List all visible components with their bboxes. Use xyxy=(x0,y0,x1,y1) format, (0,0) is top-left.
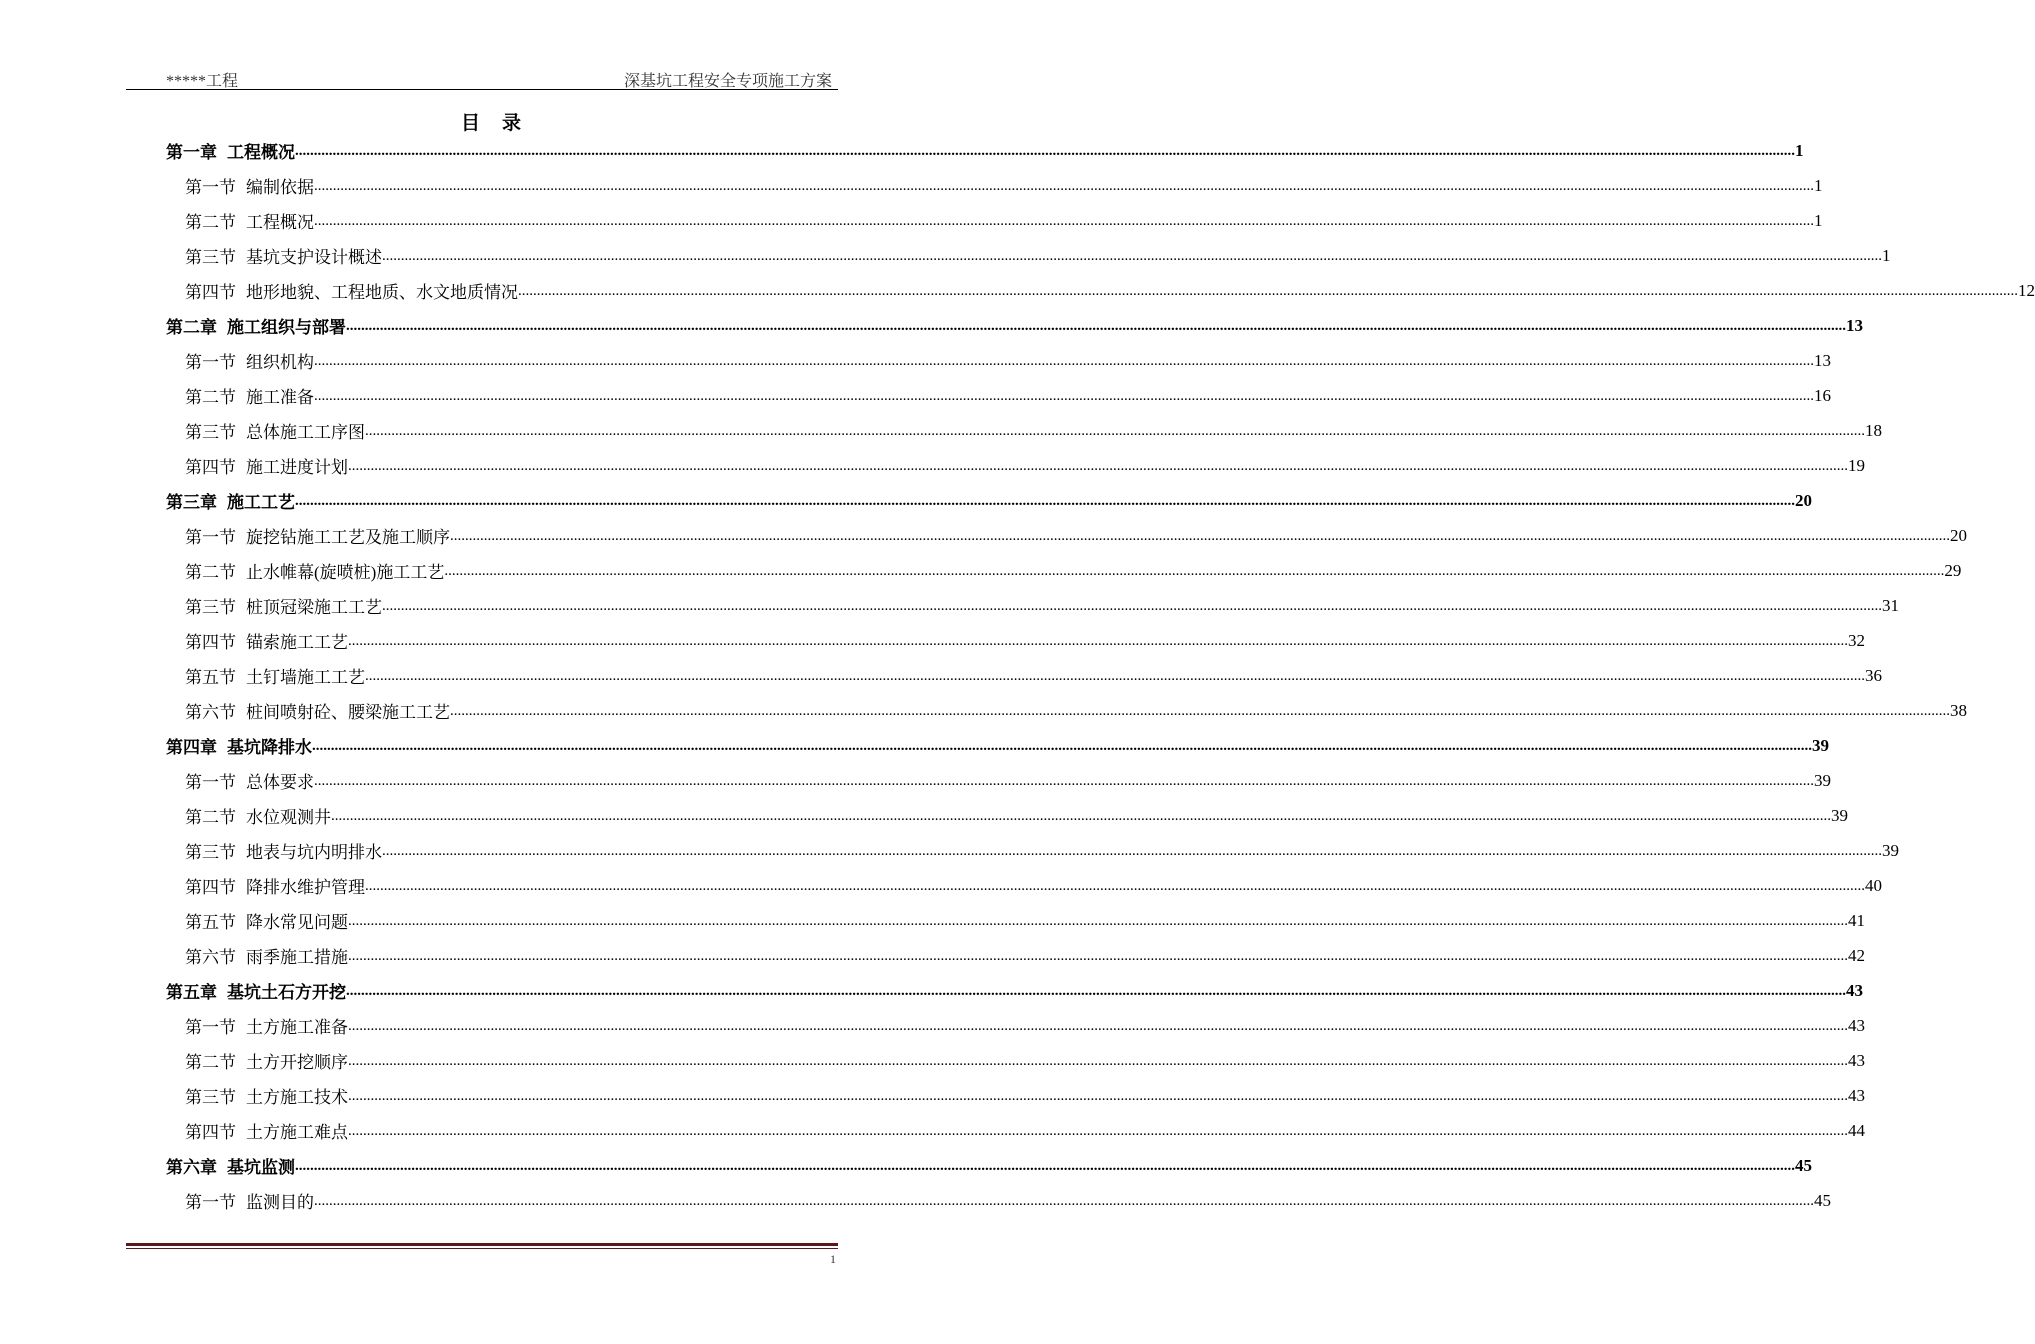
dot-leader: ................................................................................................................................................................................................................................................................................................................................................................................................................ xyxy=(444,563,1945,579)
toc-entry-page: 41 xyxy=(1848,910,1865,930)
toc-entry-label xyxy=(185,838,382,863)
toc-entry-page: 42 xyxy=(1848,945,1865,965)
toc-entry-number: 第三节 xyxy=(185,598,236,617)
dot-leader: ................................................................................................................................................................................................................................................................................................................................................................................................................ xyxy=(314,388,1814,404)
toc-entry-label xyxy=(185,803,331,828)
toc-entry-label xyxy=(166,138,295,163)
page-header-left: *****工程 xyxy=(166,73,239,90)
dot-leader: ................................................................................................................................................................................................................................................................................................................................................................................................................ xyxy=(365,423,1865,439)
toc-entry-title: 桩顶冠梁施工工艺 xyxy=(246,598,382,617)
toc-entry-section[interactable] xyxy=(185,1043,1865,1078)
toc-entry-page: 40 xyxy=(1865,875,1882,895)
toc-entry-page: 16 xyxy=(1814,385,1831,405)
toc-entry-page: 43 xyxy=(1848,1085,1865,1105)
toc-entry-label xyxy=(166,488,295,513)
toc-entry-title: 土方施工准备 xyxy=(246,1018,348,1037)
toc-entry-section[interactable] xyxy=(185,623,1865,658)
toc-entry-label xyxy=(185,1048,348,1073)
toc-entry-page: 38 xyxy=(1950,700,1967,720)
toc-entry-page: 13 xyxy=(1846,315,1863,335)
toc-entry-section[interactable] xyxy=(185,238,1891,273)
toc-entry-section[interactable] xyxy=(185,378,1831,413)
toc-entry-label xyxy=(166,313,346,338)
toc-entry-chapter[interactable] xyxy=(166,1148,1812,1183)
toc-entry-chapter[interactable] xyxy=(166,973,1863,1008)
toc-entry-section[interactable] xyxy=(185,903,1865,938)
dot-leader: ................................................................................................................................................................................................................................................................................................................................................................................................................ xyxy=(312,738,1812,754)
toc-entry-label xyxy=(185,383,314,408)
toc-entry-label xyxy=(185,628,348,653)
toc-entry-section[interactable] xyxy=(185,588,1899,623)
dot-leader: ................................................................................................................................................................................................................................................................................................................................................................................................................ xyxy=(346,983,1846,999)
toc-entry-page: 32 xyxy=(1848,630,1865,650)
toc-entry-page: 31 xyxy=(1882,595,1899,615)
toc-entry-number: 第一节 xyxy=(185,1193,236,1212)
toc-entry-section[interactable] xyxy=(185,763,1831,798)
toc-entry-number: 第二节 xyxy=(185,1053,236,1072)
toc-entry-number: 第二节 xyxy=(185,388,236,407)
dot-leader: ................................................................................................................................................................................................................................................................................................................................................................................................................ xyxy=(450,528,1950,544)
toc-entry-number: 第六章 xyxy=(166,1158,217,1177)
toc-entry-page: 36 xyxy=(1865,665,1882,685)
dot-leader: ................................................................................................................................................................................................................................................................................................................................................................................................................ xyxy=(365,878,1865,894)
dot-leader: ................................................................................................................................................................................................................................................................................................................................................................................................................ xyxy=(382,248,1882,264)
dot-leader: ................................................................................................................................................................................................................................................................................................................................................................................................................ xyxy=(331,808,1831,824)
toc-entry-title: 土方施工技术 xyxy=(246,1088,348,1107)
toc-entry-section[interactable] xyxy=(185,518,1967,553)
toc-entry-title: 地形地貌、工程地质、水文地质情况 xyxy=(246,283,518,302)
toc-entry-title: 施工准备 xyxy=(246,388,314,407)
toc-entry-chapter[interactable] xyxy=(166,133,1804,168)
toc-entry-number: 第五章 xyxy=(166,983,217,1002)
toc-entry-label xyxy=(185,558,444,583)
toc-entry-title: 锚索施工工艺 xyxy=(246,633,348,652)
page-header-right: 深基坑工程安全专项施工方案 xyxy=(623,73,832,90)
toc-entry-label xyxy=(166,978,346,1003)
toc-entry-page: 45 xyxy=(1814,1190,1831,1210)
toc-entry-page: 13 xyxy=(1814,350,1831,370)
dot-leader: ................................................................................................................................................................................................................................................................................................................................................................................................................ xyxy=(314,213,1814,229)
toc-entry-label xyxy=(185,1083,348,1108)
toc-entry-label xyxy=(185,698,450,723)
toc-entry-title: 地表与坑内明排水 xyxy=(246,843,382,862)
toc-entry-number: 第五节 xyxy=(185,668,236,687)
toc-entry-page: 39 xyxy=(1812,735,1829,755)
toc-entry-title: 桩间喷射砼、腰梁施工工艺 xyxy=(246,703,450,722)
dot-leader: ................................................................................................................................................................................................................................................................................................................................................................................................................ xyxy=(314,353,1814,369)
toc-entry-section[interactable] xyxy=(185,203,1823,238)
dot-leader: ................................................................................................................................................................................................................................................................................................................................................................................................................ xyxy=(348,1053,1848,1069)
toc-entry-number: 第四节 xyxy=(185,633,236,652)
toc-entry-label xyxy=(185,348,314,373)
toc-entry-title: 止水帷幕(旋喷桩)施工工艺 xyxy=(246,563,445,582)
dot-leader: ................................................................................................................................................................................................................................................................................................................................................................................................................ xyxy=(295,493,1795,509)
toc-entry-number: 第四节 xyxy=(185,458,236,477)
toc-entry-label xyxy=(185,278,518,303)
dot-leader: ................................................................................................................................................................................................................................................................................................................................................................................................................ xyxy=(348,633,1848,649)
toc-entry-title: 土方开挖顺序 xyxy=(246,1053,348,1072)
toc-entry-section[interactable] xyxy=(185,413,1882,448)
toc-entry-page: 19 xyxy=(1848,455,1865,475)
footer-rule-thick xyxy=(126,1243,838,1246)
toc-entry-title: 施工进度计划 xyxy=(246,458,348,477)
dot-leader: ................................................................................................................................................................................................................................................................................................................................................................................................................ xyxy=(348,458,1848,474)
toc-entry-number: 第四节 xyxy=(185,1123,236,1142)
toc-entry-title: 降水常见问题 xyxy=(246,913,348,932)
toc-entry-label xyxy=(185,173,314,198)
dot-leader: ................................................................................................................................................................................................................................................................................................................................................................................................................ xyxy=(382,843,1882,859)
dot-leader: ................................................................................................................................................................................................................................................................................................................................................................................................................ xyxy=(348,948,1848,964)
toc-entry-number: 第四章 xyxy=(166,738,217,757)
toc-entry-label xyxy=(166,733,312,758)
footer-rule-thin xyxy=(126,1248,838,1249)
toc-entry-section[interactable] xyxy=(185,868,1882,903)
toc-entry-title: 基坑降排水 xyxy=(227,738,312,757)
toc-entry-section[interactable] xyxy=(185,658,1882,693)
toc-entry-title: 水位观测井 xyxy=(246,808,331,827)
toc-entry-page: 20 xyxy=(1795,490,1812,510)
toc-entry-label xyxy=(185,1013,348,1038)
toc-entry-section[interactable] xyxy=(185,1183,1831,1218)
toc-entry-title: 基坑监测 xyxy=(227,1158,295,1177)
toc-entry-title: 土方施工难点 xyxy=(246,1123,348,1142)
toc-entry-number: 第一节 xyxy=(185,178,236,197)
toc-entry-page: 44 xyxy=(1848,1120,1865,1140)
dot-leader: ................................................................................................................................................................................................................................................................................................................................................................................................................ xyxy=(295,1158,1795,1174)
toc-entry-number: 第二节 xyxy=(185,563,236,582)
toc-entry-page: 39 xyxy=(1831,805,1848,825)
toc-entry-number: 第六节 xyxy=(185,703,236,722)
toc-entry-page: 39 xyxy=(1814,770,1831,790)
toc-entry-chapter[interactable] xyxy=(166,483,1812,518)
toc-entry-title: 组织机构 xyxy=(246,353,314,372)
toc-entry-label xyxy=(185,523,450,548)
toc-entry-label xyxy=(185,243,382,268)
toc-entry-section[interactable] xyxy=(185,693,1967,728)
toc-entry-title: 施工组织与部署 xyxy=(227,318,346,337)
toc-entry-label xyxy=(185,593,382,618)
dot-leader: ................................................................................................................................................................................................................................................................................................................................................................................................................ xyxy=(314,773,1814,789)
toc-entry-section[interactable] xyxy=(185,553,1962,588)
toc-entry-title: 基坑土石方开挖 xyxy=(227,983,346,1002)
toc-entry-label xyxy=(185,873,365,898)
toc-entry-section[interactable] xyxy=(185,168,1823,203)
toc-entry-number: 第三节 xyxy=(185,843,236,862)
toc-entry-number: 第一节 xyxy=(185,773,236,792)
toc-entry-page: 1 xyxy=(1882,245,1891,265)
toc-entry-label xyxy=(185,768,314,793)
toc-entry-page: 43 xyxy=(1848,1050,1865,1070)
page-number: 1 xyxy=(830,1252,836,1266)
toc-entry-number: 第二章 xyxy=(166,318,217,337)
toc-entry-title: 工程概况 xyxy=(227,143,295,162)
toc-entry-title: 监测目的 xyxy=(246,1193,314,1212)
toc-entry-section[interactable] xyxy=(185,273,2035,308)
toc-entry-label xyxy=(185,663,365,688)
toc-entry-label xyxy=(185,1118,348,1143)
toc-entry-number: 第四节 xyxy=(185,283,236,302)
dot-leader: ................................................................................................................................................................................................................................................................................................................................................................................................................ xyxy=(314,1193,1814,1209)
toc-entry-number: 第一节 xyxy=(185,353,236,372)
dot-leader: ................................................................................................................................................................................................................................................................................................................................................................................................................ xyxy=(348,1123,1848,1139)
toc-entry-page: 1 xyxy=(1814,175,1823,195)
toc-entry-number: 第四节 xyxy=(185,878,236,897)
toc-entry-number: 第五节 xyxy=(185,913,236,932)
dot-leader: ................................................................................................................................................................................................................................................................................................................................................................................................................ xyxy=(382,598,1882,614)
toc-entry-section[interactable] xyxy=(185,1113,1865,1148)
toc-entry-section[interactable] xyxy=(185,938,1865,973)
toc-entry-page: 39 xyxy=(1882,840,1899,860)
toc-entry-number: 第六节 xyxy=(185,948,236,967)
toc-entry-title: 雨季施工措施 xyxy=(246,948,348,967)
dot-leader: ................................................................................................................................................................................................................................................................................................................................................................................................................ xyxy=(365,668,1865,684)
toc-entry-label xyxy=(185,908,348,933)
toc-entry-number: 第一节 xyxy=(185,528,236,547)
toc-entry-title: 旋挖钻施工工艺及施工顺序 xyxy=(246,528,450,547)
toc-entry-number: 第三节 xyxy=(185,423,236,442)
dot-leader: ................................................................................................................................................................................................................................................................................................................................................................................................................ xyxy=(348,913,1848,929)
toc-entry-number: 第三节 xyxy=(185,248,236,267)
toc-entry-section[interactable] xyxy=(185,798,1848,833)
toc-entry-section[interactable] xyxy=(185,448,1865,483)
toc-entry-title: 总体要求 xyxy=(246,773,314,792)
header-rule xyxy=(126,89,838,90)
toc-title: 目录 xyxy=(460,113,543,134)
toc-entry-label xyxy=(185,418,365,443)
toc-entry-number: 第三节 xyxy=(185,1088,236,1107)
dot-leader: ................................................................................................................................................................................................................................................................................................................................................................................................................ xyxy=(295,143,1795,159)
toc-entry-number: 第三章 xyxy=(166,493,217,512)
dot-leader: ................................................................................................................................................................................................................................................................................................................................................................................................................ xyxy=(450,703,1950,719)
toc-entry-label xyxy=(185,943,348,968)
toc-entry-title: 降排水维护管理 xyxy=(246,878,365,897)
toc-entry-label xyxy=(185,1188,314,1213)
toc-entry-title: 编制依据 xyxy=(246,178,314,197)
dot-leader: ................................................................................................................................................................................................................................................................................................................................................................................................................ xyxy=(314,178,1814,194)
toc-entry-chapter[interactable] xyxy=(166,308,1863,343)
dot-leader: ................................................................................................................................................................................................................................................................................................................................................................................................................ xyxy=(348,1088,1848,1104)
toc-entry-title: 土钉墙施工工艺 xyxy=(246,668,365,687)
toc-entry-section[interactable] xyxy=(185,343,1831,378)
toc-entry-section[interactable] xyxy=(185,833,1899,868)
dot-leader: ................................................................................................................................................................................................................................................................................................................................................................................................................ xyxy=(346,318,1846,334)
toc-entry-page: 43 xyxy=(1846,980,1863,1000)
toc-entry-chapter[interactable] xyxy=(166,728,1829,763)
toc-entry-label xyxy=(185,453,348,478)
toc-entry-title: 基坑支护设计概述 xyxy=(246,248,382,267)
dot-leader: ................................................................................................................................................................................................................................................................................................................................................................................................................ xyxy=(518,283,2018,299)
dot-leader: ................................................................................................................................................................................................................................................................................................................................................................................................................ xyxy=(348,1018,1848,1034)
toc-entry-label xyxy=(166,1153,295,1178)
toc-entry-page: 18 xyxy=(1865,420,1882,440)
toc-entry-title: 施工工艺 xyxy=(227,493,295,512)
toc-entry-label xyxy=(185,208,314,233)
toc-entry-page: 1 xyxy=(1814,210,1823,230)
toc-entry-number: 第二节 xyxy=(185,808,236,827)
toc-entry-number: 第二节 xyxy=(185,213,236,232)
toc-entry-page: 12 xyxy=(2018,280,2035,300)
toc-entry-number: 第一节 xyxy=(185,1018,236,1037)
toc-entry-title: 总体施工工序图 xyxy=(246,423,365,442)
toc-entry-page: 45 xyxy=(1795,1155,1812,1175)
toc-entry-title: 工程概况 xyxy=(246,213,314,232)
toc-entry-page: 29 xyxy=(1944,560,1962,580)
toc-entry-page: 43 xyxy=(1848,1015,1865,1035)
toc-entry-section[interactable] xyxy=(185,1008,1865,1043)
toc-entry-page: 20 xyxy=(1950,525,1967,545)
toc-entry-page: 1 xyxy=(1795,140,1804,160)
toc-entry-section[interactable] xyxy=(185,1078,1865,1113)
toc-entry-number: 第一章 xyxy=(166,143,217,162)
